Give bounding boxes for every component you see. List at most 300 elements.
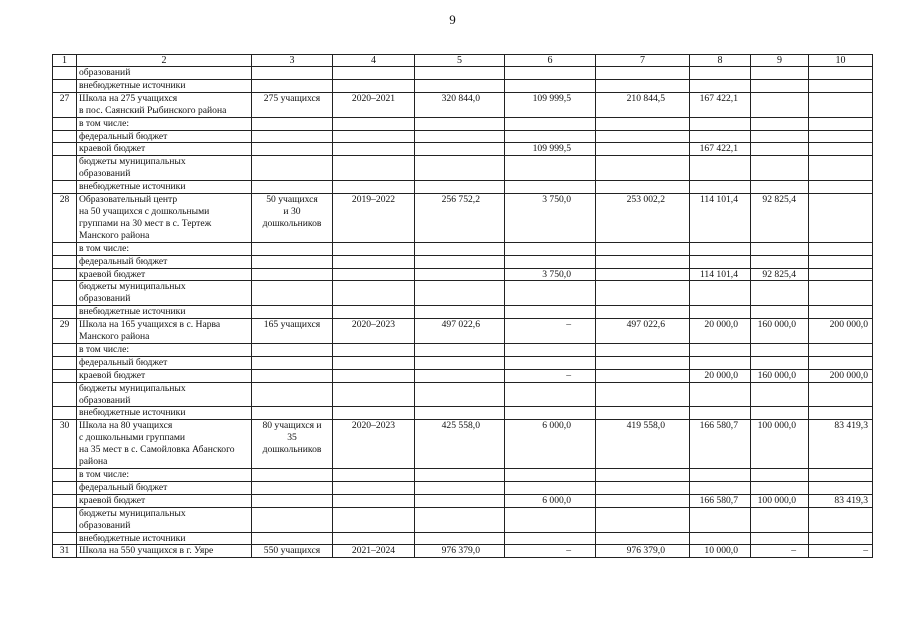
table-cell bbox=[333, 306, 415, 319]
table-cell bbox=[333, 481, 415, 494]
table-cell bbox=[690, 281, 751, 306]
table-cell bbox=[415, 268, 505, 281]
table-cell bbox=[415, 281, 505, 306]
table-cell bbox=[252, 281, 333, 306]
table-cell: 80 учащихся и 35 дошкольников bbox=[252, 420, 333, 469]
table-cell bbox=[505, 79, 596, 92]
table-cell bbox=[252, 130, 333, 143]
table-cell: 2020–2023 bbox=[333, 319, 415, 344]
table-cell: внебюджетные источники bbox=[77, 181, 252, 194]
header-row bbox=[53, 55, 873, 67]
table-cell bbox=[252, 268, 333, 281]
table-cell bbox=[690, 181, 751, 194]
table-row bbox=[53, 494, 873, 507]
table-cell: федеральный бюджет bbox=[77, 130, 252, 143]
table-row bbox=[53, 382, 873, 407]
table-cell bbox=[690, 407, 751, 420]
table-cell bbox=[596, 481, 690, 494]
table-cell bbox=[252, 469, 333, 482]
table-cell: 200 000,0 bbox=[809, 319, 873, 344]
table-cell bbox=[690, 117, 751, 130]
table-cell bbox=[596, 156, 690, 181]
table-cell bbox=[596, 306, 690, 319]
table-row bbox=[53, 242, 873, 255]
table-cell bbox=[252, 407, 333, 420]
table-cell bbox=[505, 469, 596, 482]
table-cell bbox=[596, 494, 690, 507]
table-cell bbox=[690, 156, 751, 181]
table-cell bbox=[333, 79, 415, 92]
table-cell bbox=[809, 117, 873, 130]
table-cell: краевой бюджет bbox=[77, 143, 252, 156]
table-cell bbox=[53, 143, 77, 156]
table-cell bbox=[252, 306, 333, 319]
table-cell bbox=[596, 67, 690, 80]
table-cell bbox=[690, 343, 751, 356]
table-cell bbox=[333, 255, 415, 268]
table-cell: 114 101,4 bbox=[690, 268, 751, 281]
table-row bbox=[53, 407, 873, 420]
table-cell: федеральный бюджет bbox=[77, 356, 252, 369]
table-cell bbox=[809, 407, 873, 420]
table-cell: бюджеты муниципальных образований bbox=[77, 156, 252, 181]
table-cell bbox=[751, 469, 809, 482]
table-cell bbox=[809, 343, 873, 356]
table-cell bbox=[53, 242, 77, 255]
table-cell bbox=[333, 369, 415, 382]
table-cell: 160 000,0 bbox=[751, 319, 809, 344]
table-cell: внебюджетные источники bbox=[77, 407, 252, 420]
table-cell bbox=[252, 79, 333, 92]
table-cell: 976 379,0 bbox=[596, 545, 690, 558]
table-cell bbox=[415, 343, 505, 356]
table-cell bbox=[596, 382, 690, 407]
table-cell: – bbox=[505, 319, 596, 344]
table-cell bbox=[53, 507, 77, 532]
table-cell bbox=[252, 494, 333, 507]
table-cell: 20 000,0 bbox=[690, 319, 751, 344]
table-cell bbox=[53, 469, 77, 482]
table-row bbox=[53, 306, 873, 319]
table-cell: федеральный бюджет bbox=[77, 481, 252, 494]
table-cell bbox=[333, 181, 415, 194]
table-cell bbox=[333, 382, 415, 407]
table-cell: 210 844,5 bbox=[596, 92, 690, 117]
table-cell bbox=[690, 67, 751, 80]
table-cell bbox=[690, 356, 751, 369]
table-cell bbox=[505, 281, 596, 306]
table-cell: 109 999,5 bbox=[505, 143, 596, 156]
table-row bbox=[53, 255, 873, 268]
table-row bbox=[53, 469, 873, 482]
table-cell bbox=[809, 255, 873, 268]
table-cell bbox=[751, 356, 809, 369]
table-cell bbox=[53, 181, 77, 194]
table-cell: 28 bbox=[53, 194, 77, 243]
table-row bbox=[53, 156, 873, 181]
table-row bbox=[53, 268, 873, 281]
table-cell bbox=[596, 79, 690, 92]
table-cell bbox=[415, 242, 505, 255]
table-row bbox=[53, 481, 873, 494]
table-cell bbox=[333, 281, 415, 306]
table-cell bbox=[596, 469, 690, 482]
table-cell bbox=[415, 532, 505, 545]
table-cell bbox=[415, 143, 505, 156]
table-cell: в том числе: bbox=[77, 469, 252, 482]
table-cell: Образовательный центр на 50 учащихся с дошкольными группами на 30 мест в с. Тертеж Манского района bbox=[77, 194, 252, 243]
table-cell bbox=[751, 255, 809, 268]
table-cell bbox=[505, 255, 596, 268]
table-cell bbox=[505, 507, 596, 532]
table-cell bbox=[53, 117, 77, 130]
table-cell bbox=[53, 356, 77, 369]
table-cell: в том числе: bbox=[77, 242, 252, 255]
table-cell bbox=[809, 194, 873, 243]
table-row bbox=[53, 420, 873, 469]
table-cell bbox=[809, 242, 873, 255]
table-cell bbox=[415, 117, 505, 130]
header-cell: 8 bbox=[690, 55, 751, 67]
table-cell: 160 000,0 bbox=[751, 369, 809, 382]
table-cell bbox=[505, 117, 596, 130]
table-cell bbox=[690, 469, 751, 482]
table-cell bbox=[333, 356, 415, 369]
table-cell: 2019–2022 bbox=[333, 194, 415, 243]
table-cell: 2020–2021 bbox=[333, 92, 415, 117]
table-cell: 419 558,0 bbox=[596, 420, 690, 469]
table-cell bbox=[252, 143, 333, 156]
table-cell bbox=[333, 117, 415, 130]
table-cell: 2020–2023 bbox=[333, 420, 415, 469]
table-cell: 50 учащихся и 30 дошкольников bbox=[252, 194, 333, 243]
table-cell bbox=[751, 67, 809, 80]
table-cell bbox=[596, 356, 690, 369]
table-row bbox=[53, 356, 873, 369]
table-cell bbox=[415, 469, 505, 482]
table-cell bbox=[252, 369, 333, 382]
table-cell bbox=[333, 268, 415, 281]
table-row bbox=[53, 281, 873, 306]
table-cell bbox=[690, 507, 751, 532]
table-cell bbox=[505, 407, 596, 420]
table-cell bbox=[505, 343, 596, 356]
page-number: 9 bbox=[449, 12, 456, 27]
table-cell bbox=[809, 181, 873, 194]
table-cell bbox=[751, 343, 809, 356]
table-cell: краевой бюджет bbox=[77, 268, 252, 281]
table-cell: 100 000,0 bbox=[751, 494, 809, 507]
table-cell bbox=[415, 407, 505, 420]
table-cell bbox=[415, 306, 505, 319]
table-cell: 31 bbox=[53, 545, 77, 558]
table-cell: 976 379,0 bbox=[415, 545, 505, 558]
table-row bbox=[53, 343, 873, 356]
table-cell bbox=[596, 343, 690, 356]
table-cell: 497 022,6 bbox=[415, 319, 505, 344]
table-cell bbox=[505, 382, 596, 407]
table-cell bbox=[505, 532, 596, 545]
header-cell: 5 bbox=[415, 55, 505, 67]
table-cell bbox=[596, 117, 690, 130]
table-cell: 256 752,2 bbox=[415, 194, 505, 243]
table-cell: в том числе: bbox=[77, 117, 252, 130]
table-cell bbox=[333, 532, 415, 545]
table-cell bbox=[809, 507, 873, 532]
table-cell bbox=[505, 306, 596, 319]
header-cell: 1 bbox=[53, 55, 77, 67]
table-cell bbox=[596, 281, 690, 306]
table-cell bbox=[53, 369, 77, 382]
table-cell bbox=[252, 156, 333, 181]
table-cell: 3 750,0 bbox=[505, 268, 596, 281]
table-cell bbox=[809, 382, 873, 407]
table-cell bbox=[415, 507, 505, 532]
table-row bbox=[53, 181, 873, 194]
table-cell bbox=[809, 143, 873, 156]
table-cell bbox=[596, 242, 690, 255]
table-cell bbox=[751, 130, 809, 143]
table-cell bbox=[505, 156, 596, 181]
table-row bbox=[53, 67, 873, 80]
table-cell: в том числе: bbox=[77, 343, 252, 356]
table-cell bbox=[53, 281, 77, 306]
table-cell bbox=[252, 481, 333, 494]
table-cell bbox=[809, 356, 873, 369]
table-cell bbox=[252, 181, 333, 194]
table-row bbox=[53, 130, 873, 143]
table-cell: внебюджетные источники bbox=[77, 532, 252, 545]
table-cell: внебюджетные источники bbox=[77, 306, 252, 319]
table-cell bbox=[751, 79, 809, 92]
table-cell bbox=[53, 532, 77, 545]
table-cell bbox=[415, 369, 505, 382]
table-cell bbox=[415, 79, 505, 92]
table-cell bbox=[690, 255, 751, 268]
table-cell bbox=[505, 481, 596, 494]
table-cell: – bbox=[809, 545, 873, 558]
table-cell bbox=[596, 181, 690, 194]
table-cell: 92 825,4 bbox=[751, 268, 809, 281]
table-cell bbox=[690, 130, 751, 143]
table-cell: 109 999,5 bbox=[505, 92, 596, 117]
table-cell bbox=[415, 382, 505, 407]
table-cell bbox=[505, 356, 596, 369]
table-cell bbox=[415, 67, 505, 80]
table-cell bbox=[505, 130, 596, 143]
table-cell bbox=[252, 242, 333, 255]
table-cell bbox=[809, 156, 873, 181]
table-cell: внебюджетные источники bbox=[77, 79, 252, 92]
table-cell bbox=[53, 79, 77, 92]
table-cell: образований bbox=[77, 67, 252, 80]
table-cell: 92 825,4 bbox=[751, 194, 809, 243]
header-cell: 6 bbox=[505, 55, 596, 67]
table-cell bbox=[809, 469, 873, 482]
table-cell: бюджеты муниципальных образований bbox=[77, 382, 252, 407]
table-cell: 550 учащихся bbox=[252, 545, 333, 558]
table-row bbox=[53, 319, 873, 344]
table-cell bbox=[596, 130, 690, 143]
table-cell bbox=[690, 481, 751, 494]
table-cell bbox=[333, 494, 415, 507]
table-cell: Школа на 165 учащихся в с. Нарва Манского района bbox=[77, 319, 252, 344]
table-cell: 275 учащихся bbox=[252, 92, 333, 117]
table-cell: 165 учащихся bbox=[252, 319, 333, 344]
table-cell bbox=[505, 67, 596, 80]
table-row bbox=[53, 507, 873, 532]
table-row bbox=[53, 143, 873, 156]
table-cell: 2021–2024 bbox=[333, 545, 415, 558]
header-cell: 2 bbox=[77, 55, 252, 67]
table-cell bbox=[53, 306, 77, 319]
table-cell: 6 000,0 bbox=[505, 420, 596, 469]
table-cell bbox=[333, 469, 415, 482]
table-cell bbox=[252, 382, 333, 407]
table-cell: 30 bbox=[53, 420, 77, 469]
table-cell bbox=[690, 532, 751, 545]
table-cell bbox=[809, 130, 873, 143]
table-cell bbox=[252, 67, 333, 80]
table-cell: краевой бюджет bbox=[77, 494, 252, 507]
table-cell: Школа на 80 учащихся с дошкольными группами на 35 мест в с. Самойловка Абанского района bbox=[77, 420, 252, 469]
table-cell: 167 422,1 bbox=[690, 92, 751, 117]
table-cell bbox=[596, 369, 690, 382]
table-cell bbox=[252, 532, 333, 545]
table-cell: Школа на 550 учащихся в г. Уяре bbox=[77, 545, 252, 558]
table-cell bbox=[751, 532, 809, 545]
table-cell bbox=[333, 130, 415, 143]
table-cell bbox=[690, 242, 751, 255]
table-cell: – bbox=[505, 545, 596, 558]
table-cell bbox=[809, 306, 873, 319]
table-cell: 6 000,0 bbox=[505, 494, 596, 507]
table-cell bbox=[751, 507, 809, 532]
table-cell bbox=[415, 481, 505, 494]
table-cell bbox=[751, 92, 809, 117]
table-cell bbox=[596, 507, 690, 532]
table-cell: 27 bbox=[53, 92, 77, 117]
header-cell: 4 bbox=[333, 55, 415, 67]
table-cell bbox=[252, 507, 333, 532]
table-cell bbox=[751, 242, 809, 255]
table-cell bbox=[751, 156, 809, 181]
table-cell bbox=[53, 481, 77, 494]
table-row bbox=[53, 532, 873, 545]
table-cell bbox=[415, 156, 505, 181]
table-cell bbox=[415, 255, 505, 268]
table-cell bbox=[53, 156, 77, 181]
table-cell bbox=[596, 143, 690, 156]
budget-table bbox=[52, 54, 873, 558]
table-row bbox=[53, 117, 873, 130]
table-cell: краевой бюджет bbox=[77, 369, 252, 382]
table-row bbox=[53, 545, 873, 558]
table-cell bbox=[751, 117, 809, 130]
table-cell: 20 000,0 bbox=[690, 369, 751, 382]
table-cell: 114 101,4 bbox=[690, 194, 751, 243]
table-cell: бюджеты муниципальных образований bbox=[77, 507, 252, 532]
table-cell: 3 750,0 bbox=[505, 194, 596, 243]
table-cell: бюджеты муниципальных образований bbox=[77, 281, 252, 306]
table-cell bbox=[415, 181, 505, 194]
table-cell: 167 422,1 bbox=[690, 143, 751, 156]
table-row bbox=[53, 369, 873, 382]
table-cell: – bbox=[751, 545, 809, 558]
header-cell: 3 bbox=[252, 55, 333, 67]
table-cell: 166 580,7 bbox=[690, 420, 751, 469]
table-cell bbox=[53, 407, 77, 420]
table-row bbox=[53, 79, 873, 92]
table-cell bbox=[751, 407, 809, 420]
table-cell bbox=[415, 130, 505, 143]
header-cell: 10 bbox=[809, 55, 873, 67]
table-cell: 200 000,0 bbox=[809, 369, 873, 382]
table-cell bbox=[809, 532, 873, 545]
table-cell: 497 022,6 bbox=[596, 319, 690, 344]
header-cell: 9 bbox=[751, 55, 809, 67]
table-cell bbox=[596, 255, 690, 268]
table-cell bbox=[53, 268, 77, 281]
table-cell: 320 844,0 bbox=[415, 92, 505, 117]
table-cell bbox=[252, 255, 333, 268]
table-cell bbox=[751, 382, 809, 407]
table-cell: федеральный бюджет bbox=[77, 255, 252, 268]
table-cell bbox=[53, 255, 77, 268]
table-cell bbox=[53, 130, 77, 143]
table-cell bbox=[53, 67, 77, 80]
table-cell: 100 000,0 bbox=[751, 420, 809, 469]
table-cell bbox=[596, 532, 690, 545]
table-cell bbox=[333, 156, 415, 181]
table-cell: – bbox=[505, 369, 596, 382]
table-cell bbox=[809, 67, 873, 80]
table-cell: 425 558,0 bbox=[415, 420, 505, 469]
table-cell bbox=[751, 306, 809, 319]
table-cell bbox=[53, 343, 77, 356]
table-cell bbox=[53, 382, 77, 407]
table-cell bbox=[751, 181, 809, 194]
table-cell bbox=[809, 268, 873, 281]
table-cell bbox=[333, 507, 415, 532]
table-cell bbox=[333, 143, 415, 156]
table-cell bbox=[252, 117, 333, 130]
table-cell bbox=[505, 242, 596, 255]
table-cell bbox=[252, 343, 333, 356]
table-cell bbox=[596, 268, 690, 281]
table-cell bbox=[690, 79, 751, 92]
table-cell bbox=[809, 281, 873, 306]
table-cell: 83 419,3 bbox=[809, 420, 873, 469]
table-cell bbox=[809, 92, 873, 117]
header-cell: 7 bbox=[596, 55, 690, 67]
table-cell: Школа на 275 учащихся в пос. Саянский Рыбинского района bbox=[77, 92, 252, 117]
table-cell bbox=[333, 67, 415, 80]
table-cell bbox=[751, 481, 809, 494]
table-cell bbox=[53, 494, 77, 507]
table-cell bbox=[505, 181, 596, 194]
table-cell bbox=[415, 356, 505, 369]
table-cell: 166 580,7 bbox=[690, 494, 751, 507]
table-cell bbox=[415, 494, 505, 507]
table-cell bbox=[751, 143, 809, 156]
table-cell bbox=[333, 343, 415, 356]
table-row bbox=[53, 92, 873, 117]
table-row bbox=[53, 194, 873, 243]
table-cell bbox=[809, 79, 873, 92]
table-cell bbox=[252, 356, 333, 369]
table-cell bbox=[333, 407, 415, 420]
